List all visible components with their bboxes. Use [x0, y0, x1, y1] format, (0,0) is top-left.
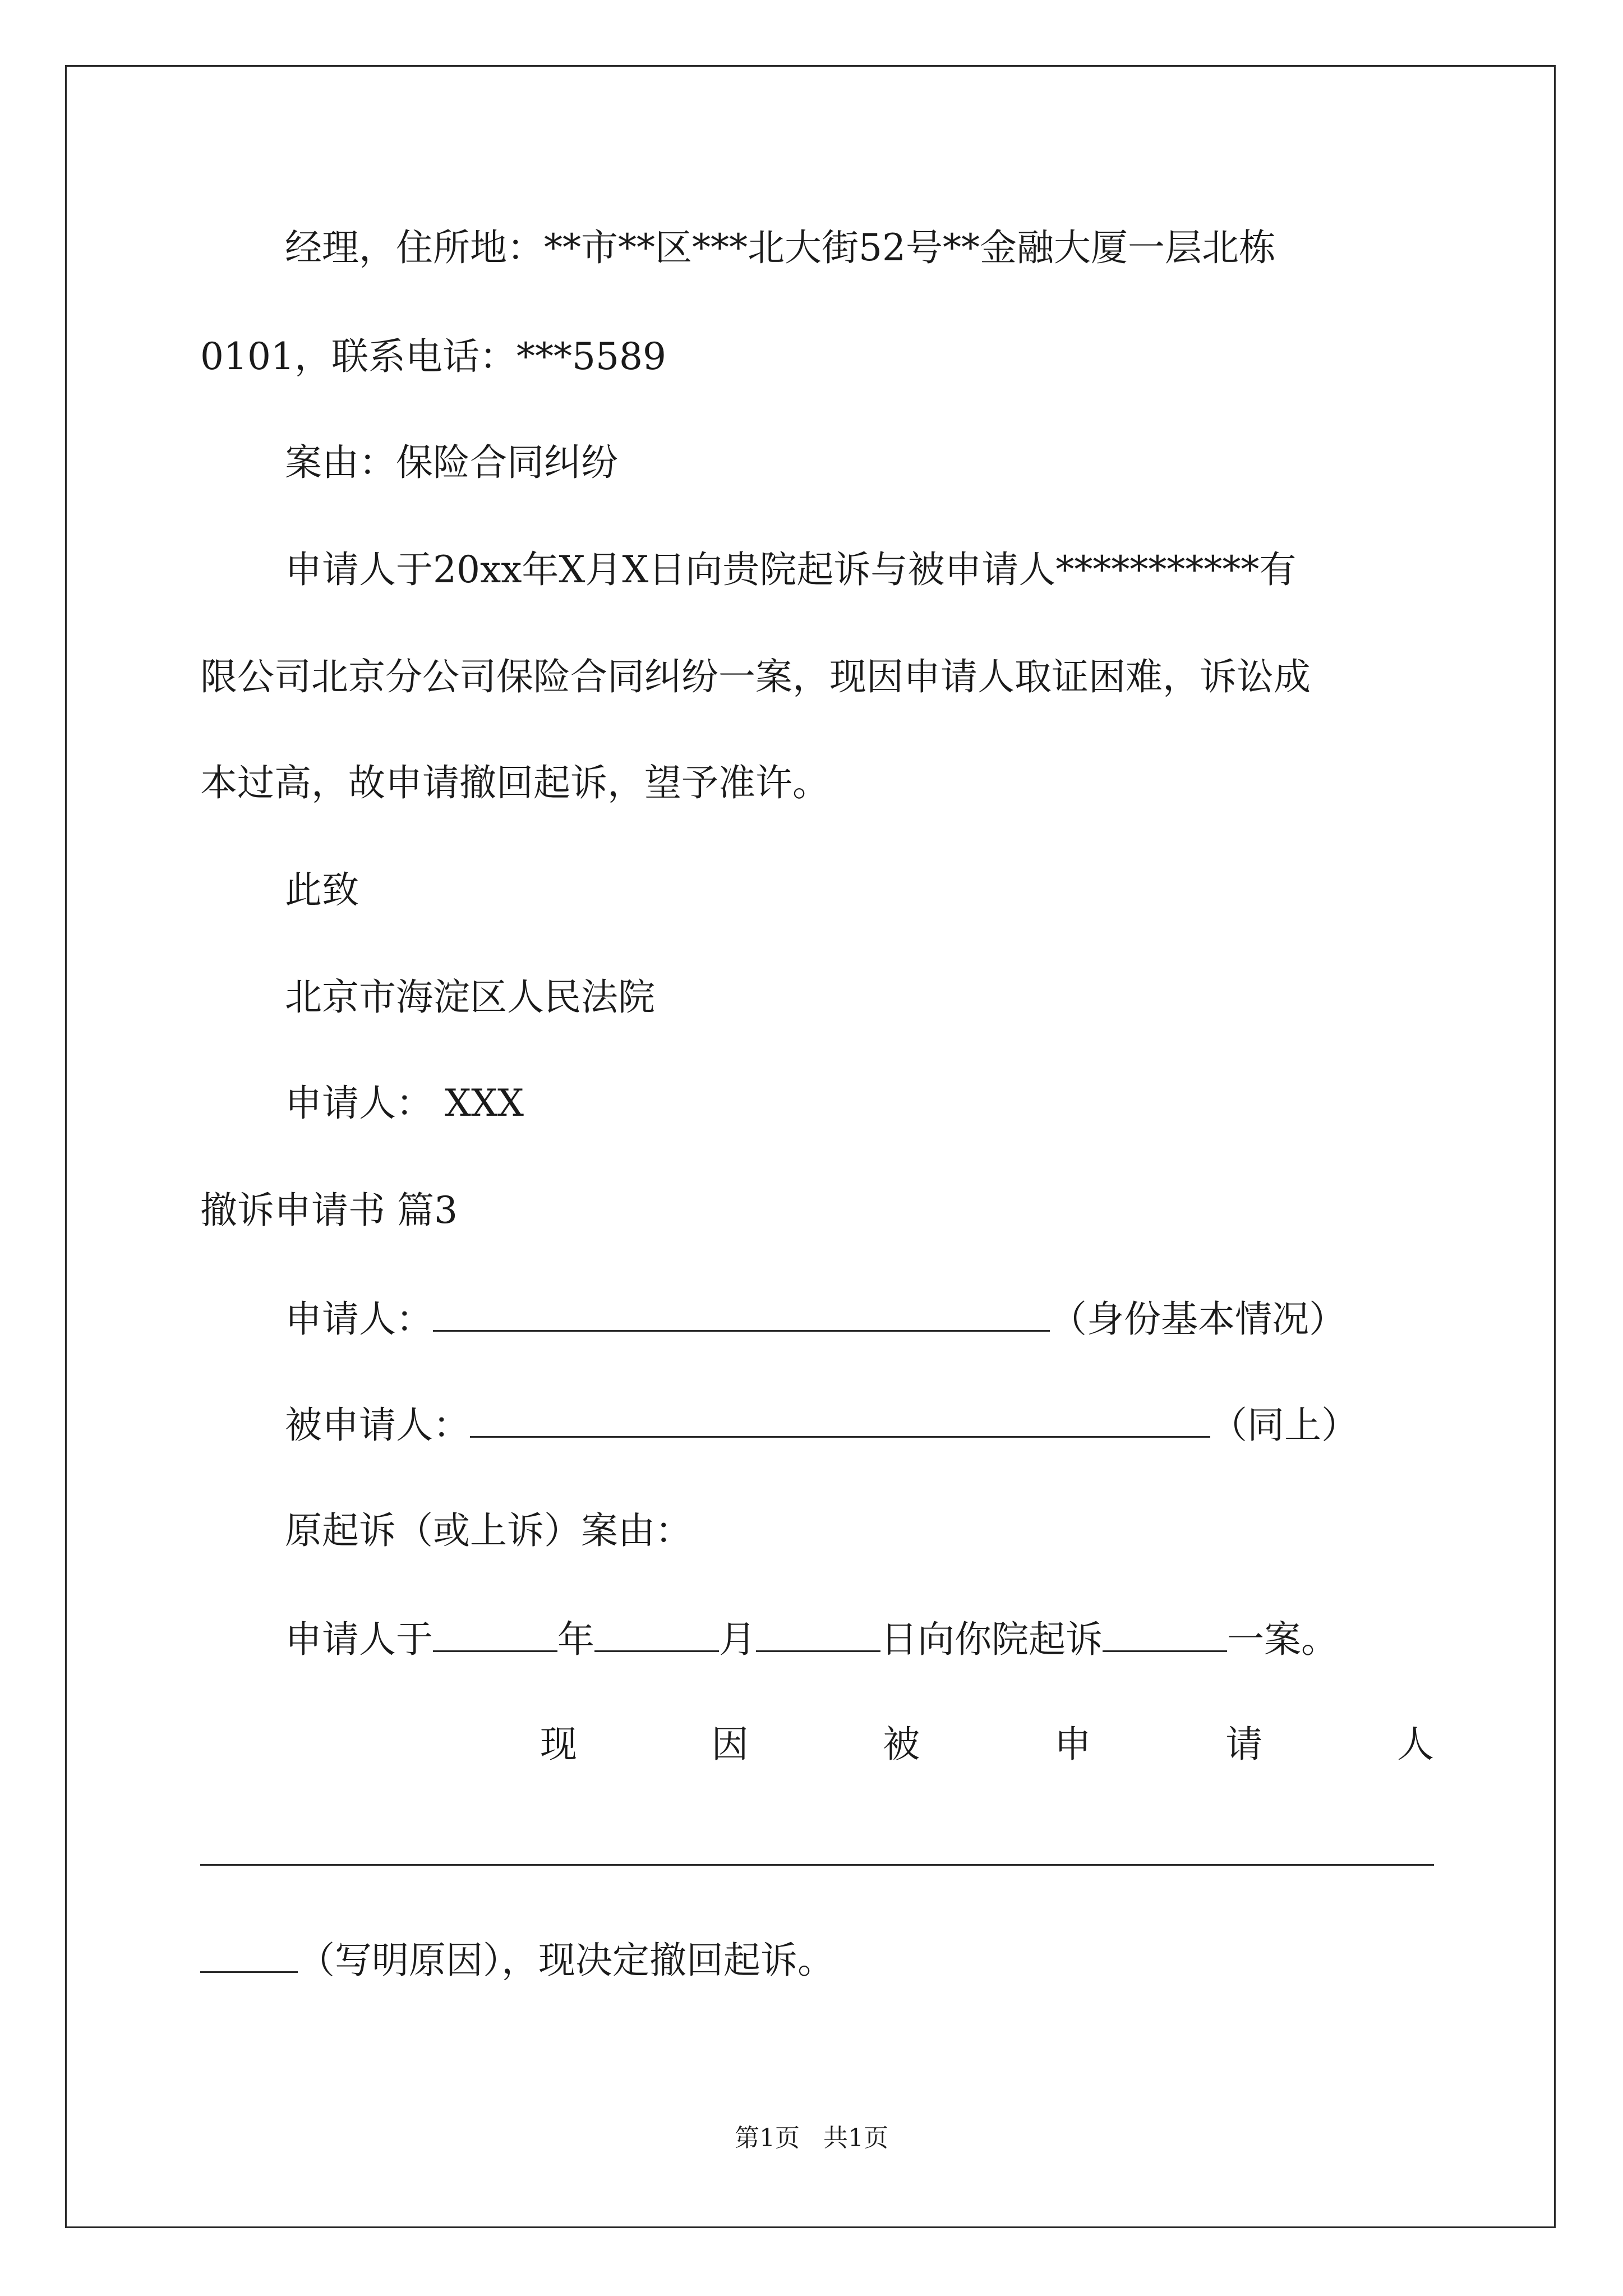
reason-char: 申 — [1054, 1723, 1091, 1766]
reason-char: 请 — [1225, 1723, 1263, 1766]
applicant-signature: 申请人： XXX — [285, 1082, 524, 1125]
respondent-hint: （同上） — [1210, 1404, 1358, 1447]
date-text-intro: 申请人于 — [285, 1618, 433, 1661]
date-text-end: 一案。 — [1227, 1618, 1338, 1661]
applicant-label: 申请人： — [285, 1297, 433, 1341]
applicant-row — [285, 1295, 1434, 1340]
reason-char: 人 — [1396, 1723, 1434, 1766]
reason-blank-short[interactable] — [200, 1936, 298, 1973]
salutation: 此致 — [285, 868, 359, 912]
paragraph-line: 经理，住所地：**市**区***北大街52号**金融大厦一层北栋 — [285, 226, 1276, 269]
respondent-row — [285, 1401, 1434, 1446]
respondent-blank[interactable] — [470, 1401, 1210, 1438]
court-name: 北京市海淀区人民法院 — [285, 976, 655, 1019]
section-title: 撤诉申请书 篇3 — [200, 1189, 458, 1232]
day-blank[interactable] — [756, 1616, 880, 1652]
reason-char: 因 — [711, 1723, 749, 1766]
respondent-label: 被申请人： — [285, 1404, 470, 1447]
reason-char: 被 — [883, 1723, 920, 1766]
reason-char: 现 — [540, 1723, 577, 1766]
year-blank[interactable] — [433, 1616, 557, 1652]
reason-end-row — [200, 1936, 1434, 1981]
page-footer — [0, 2123, 1623, 2154]
applicant-hint: （身份基本情况） — [1050, 1297, 1346, 1341]
paragraph-line: 限公司北京分公司保险合同纠纷一案，现因申请人取证困难，诉讼成 — [200, 655, 1311, 698]
page-border — [65, 65, 1556, 2228]
original-cause: 原起诉（或上诉）案由： — [285, 1509, 692, 1552]
applicant-blank[interactable] — [433, 1295, 1050, 1332]
page-total: 共1页 — [823, 2124, 888, 2152]
year-label: 年 — [557, 1618, 594, 1661]
reason-blank[interactable] — [200, 1829, 1434, 1866]
date-text-middle: 日向你院起诉 — [880, 1618, 1103, 1661]
paragraph-line: 本过高，故申请撤回起诉，望予准许。 — [200, 761, 829, 804]
month-blank[interactable] — [594, 1616, 719, 1652]
reason-end-text: （写明原因），现决定撤回起诉。 — [298, 1939, 834, 1982]
case-cause: 案由：保险合同纠纷 — [285, 441, 618, 484]
page-number: 第1页 — [735, 2124, 800, 2152]
reason-row — [540, 1722, 1434, 1767]
paragraph-line: 申请人于20xx年X月X日向贵院起诉与被申请人***********有 — [285, 548, 1297, 591]
paragraph-line: 0101，联系电话：***5589 — [200, 335, 666, 378]
reason-blank-row — [200, 1829, 1434, 1874]
case-blank[interactable] — [1103, 1616, 1227, 1652]
month-label: 月 — [719, 1618, 756, 1661]
date-row — [285, 1616, 1434, 1660]
